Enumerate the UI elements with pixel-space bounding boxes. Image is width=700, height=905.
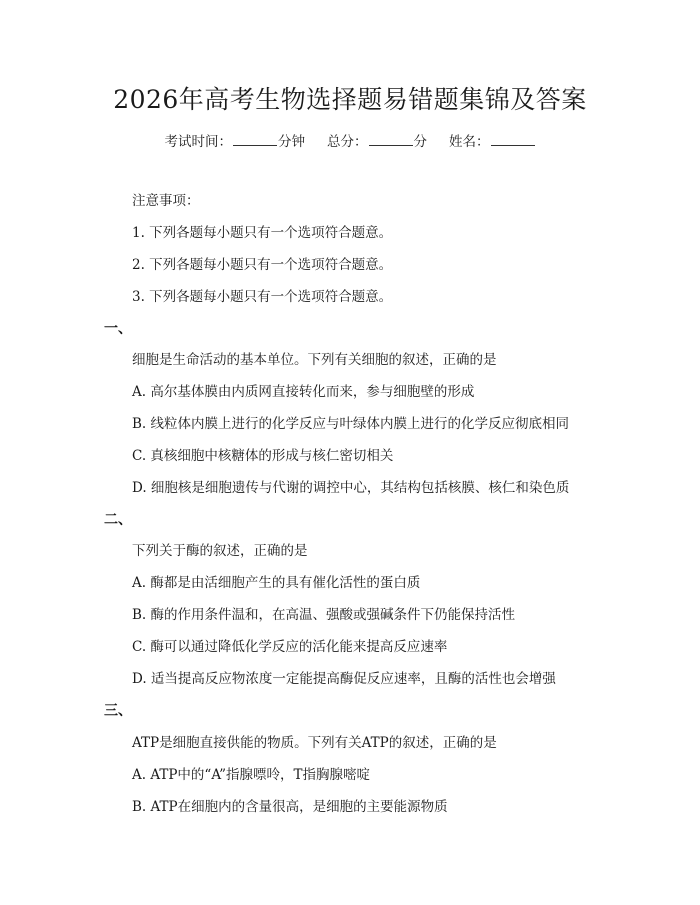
question-option: B. 线粒体内膜上进行的化学反应与叶绿体内膜上进行的化学反应彻底相同: [132, 416, 570, 432]
time-blank: [233, 131, 277, 146]
question-stem: ATP是细胞直接供能的物质。下列有关ATP的叙述，正确的是: [132, 735, 497, 751]
notes-heading: 注意事项：: [132, 193, 200, 209]
question-option: C. 真核细胞中核糖体的形成与核仁密切相关: [132, 448, 394, 464]
question-option: D. 细胞核是细胞遗传与代谢的调控中心，其结构包括核膜、核仁和染色质: [132, 480, 570, 496]
page-title: 2026年高考生物选择题易错题集锦及答案: [113, 85, 587, 114]
note-item: 3. 下列各题每小题只有一个选项符合题意。: [132, 289, 393, 305]
question-number: 二、: [104, 512, 132, 528]
question-option: B. ATP在细胞内的含量很高，是细胞的主要能源物质: [132, 799, 448, 815]
question-option: B. 酶的作用条件温和，在高温、强酸或强碱条件下仍能保持活性: [132, 607, 516, 623]
time-unit: 分钟: [278, 134, 305, 150]
question-number: 一、: [104, 321, 132, 337]
name-label: 姓名：: [449, 134, 490, 150]
question-option: A. 高尔基体膜由内质网直接转化而来，参与细胞壁的形成: [132, 384, 475, 400]
question-option: A. ATP中的“A”指腺嘌呤，T指胸腺嘧啶: [132, 767, 371, 783]
exam-info-line: [0, 131, 700, 152]
time-label: 考试时间：: [164, 134, 232, 150]
question-number: 三、: [104, 703, 132, 719]
note-item: 1. 下列各题每小题只有一个选项符合题意。: [132, 225, 393, 241]
question-option: D. 适当提高反应物浓度一定能提高酶促反应速率，且酶的活性也会增强: [132, 671, 556, 687]
note-item: 2. 下列各题每小题只有一个选项符合题意。: [132, 257, 393, 273]
name-blank: [491, 131, 535, 146]
question-stem: 细胞是生命活动的基本单位。下列有关细胞的叙述，正确的是: [132, 352, 497, 368]
question-option: A. 酶都是由活细胞产生的具有催化活性的蛋白质: [132, 575, 421, 591]
question-stem: 下列关于酶的叙述，正确的是: [132, 543, 308, 559]
question-option: C. 酶可以通过降低化学反应的活化能来提高反应速率: [132, 639, 448, 655]
score-label: 总分：: [327, 134, 368, 150]
score-blank: [369, 131, 413, 146]
score-unit: 分: [413, 134, 427, 150]
